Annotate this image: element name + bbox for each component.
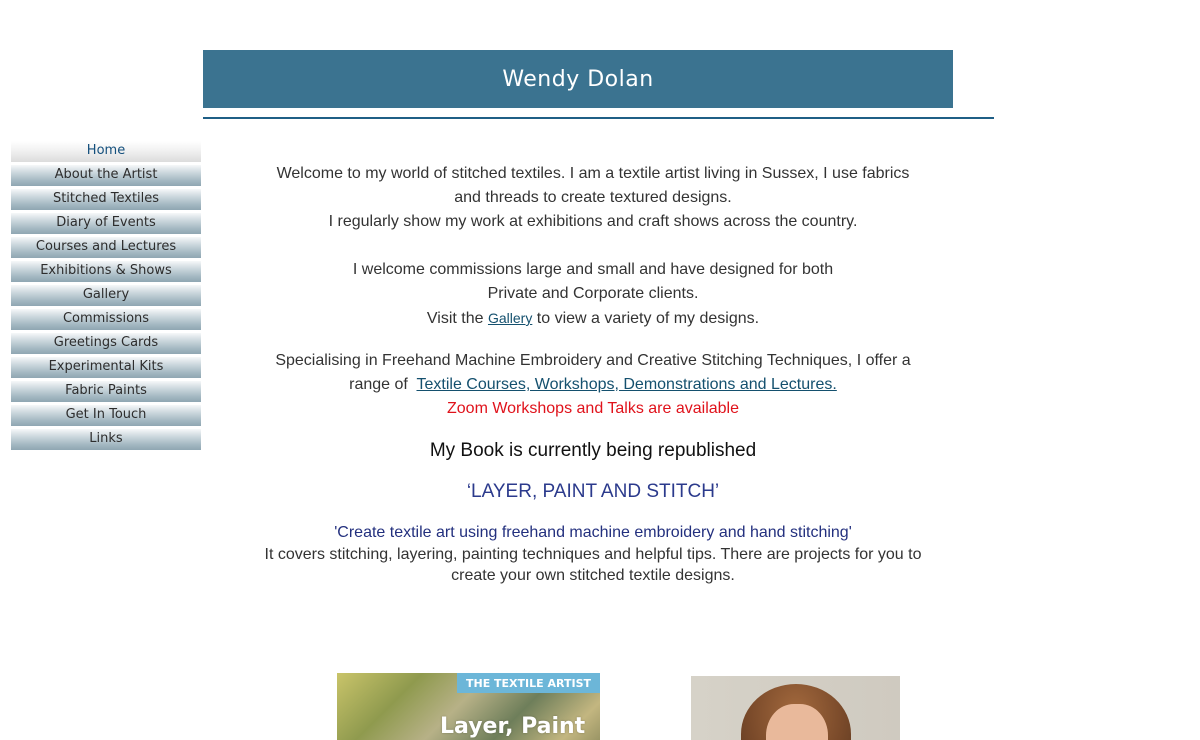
- intro-text: Welcome to my world of stitched textiles. I am a textile artist living in Sussex, I use fabrics and threads to create textured designs.: [276, 165, 910, 206]
- exhibitions-text: I regularly show my work at exhibitions and craft shows across the country.: [328, 213, 858, 230]
- nav-item-stitched-textiles[interactable]: Stitched Textiles: [11, 189, 201, 210]
- book-cover-image[interactable]: [337, 673, 600, 740]
- site-title: Wendy Dolan: [502, 67, 654, 92]
- courses-text: [263, 349, 923, 397]
- courses-link[interactable]: Textile Courses, Workshops, Demonstrations and Lectures.: [416, 376, 837, 393]
- zoom-notice: Zoom Workshops and Talks are available: [447, 400, 739, 417]
- book-description: It covers stitching, layering, painting techniques and helpful tips. There are projects for you to create your own stitched textile designs.: [264, 546, 922, 584]
- nav-item-get-in-touch[interactable]: Get In Touch: [11, 405, 201, 426]
- nav-item-gallery[interactable]: Gallery: [11, 285, 201, 306]
- book-subtitle: 'Create textile art using freehand machine embroidery and hand stitching': [334, 524, 852, 541]
- cover-title: Layer, Paint: [440, 714, 586, 739]
- gallery-visit-text: [263, 306, 923, 331]
- nav-item-experimental-kits[interactable]: Experimental Kits: [11, 357, 201, 378]
- spacer: [263, 331, 923, 349]
- courses-prefix: Specialising in Freehand Machine Embroidery and Creative Stitching Techniques, I offer a range of: [275, 352, 911, 393]
- clients-text: Private and Corporate clients.: [487, 285, 699, 302]
- nav-item-exhibitions-and-shows[interactable]: Exhibitions & Shows: [11, 261, 201, 282]
- commissions-text: I welcome commissions large and small and have designed for both: [352, 261, 834, 278]
- artist-photo: [691, 676, 900, 740]
- site-title-banner: [203, 50, 953, 108]
- book-status: My Book is currently being republished: [429, 440, 757, 461]
- nav-item-fabric-paints[interactable]: Fabric Paints: [11, 381, 201, 402]
- cover-series-label: THE TEXTILE ARTIST: [457, 673, 600, 693]
- visit-suffix: to view a variety of my designs.: [536, 310, 760, 327]
- nav-item-courses-and-lectures[interactable]: Courses and Lectures: [11, 237, 201, 258]
- main-content: [263, 162, 923, 586]
- nav-item-home[interactable]: Home: [11, 141, 201, 162]
- nav-item-greetings-cards[interactable]: Greetings Cards: [11, 333, 201, 354]
- gallery-link[interactable]: Gallery: [487, 310, 533, 326]
- visit-prefix: Visit the: [426, 310, 484, 327]
- nav-item-about-the-artist[interactable]: About the Artist: [11, 165, 201, 186]
- sidebar-nav: [11, 141, 201, 453]
- nav-item-commissions[interactable]: Commissions: [11, 309, 201, 330]
- header-divider: [203, 117, 994, 119]
- nav-item-diary-of-events[interactable]: Diary of Events: [11, 213, 201, 234]
- nav-item-links[interactable]: Links: [11, 429, 201, 450]
- spacer: [263, 234, 923, 258]
- book-title: ‘LAYER, PAINT AND STITCH’: [466, 481, 720, 502]
